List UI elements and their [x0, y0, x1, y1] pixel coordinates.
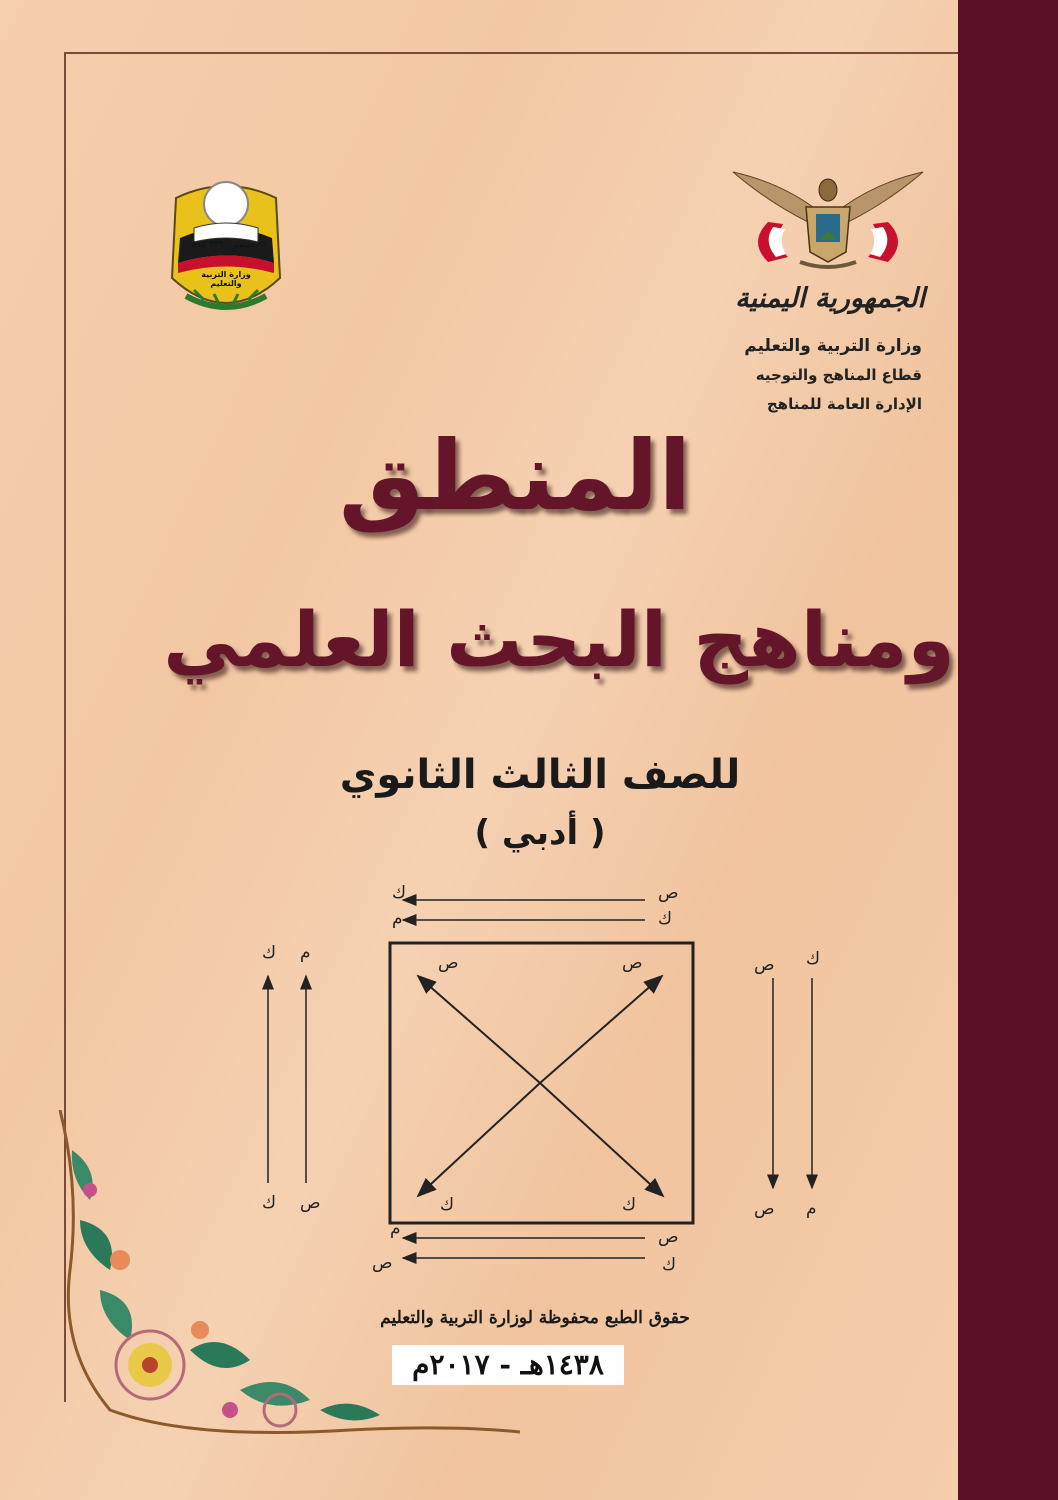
diagonal-arrow-2: [540, 976, 662, 1083]
floral-ornament-icon: [50, 1110, 530, 1450]
right-arrow-1-bottom: ص: [754, 1199, 775, 1219]
top-arrow-2-to: م: [392, 909, 403, 929]
bottom-arrow-2-from: ك: [662, 1255, 677, 1275]
book-title: المنطق: [338, 420, 692, 532]
ministry-logo-text: وزارة التربية والتعليم: [201, 270, 251, 288]
ministry-logo-date: ٢٦ سبتمبر: [232, 240, 267, 249]
book-subtitle: ومناهج البحث العلمي: [163, 595, 955, 684]
bottom-arrow-1-from: ص: [658, 1227, 679, 1247]
copyright-notice: حقوق الطبع محفوظة لوزارة التربية والتعليم: [380, 1308, 690, 1328]
corner-top-right: ص: [622, 953, 643, 973]
study-track: ( أدبي ): [474, 813, 606, 853]
left-arrow-1-top: ك: [262, 943, 277, 963]
left-arrow-2-bottom: ص: [300, 1193, 321, 1213]
cover-spine: [958, 0, 1058, 1500]
republic-name: الجمهورية اليمنية: [735, 283, 925, 314]
top-arrow-1-from: ص: [658, 883, 679, 903]
diagonal-arrow-1b: [540, 1083, 663, 1196]
diagonal-arrow-1: [418, 976, 540, 1083]
republic-emblem-icon: [728, 162, 928, 272]
right-arrow-2-top: ك: [806, 949, 821, 969]
ministry-logo-digits: ٢٣٩ ٨٤٥: [192, 240, 224, 250]
top-arrow-1-to: ك: [392, 883, 407, 903]
administration-name: الإدارة العامة للمناهج: [766, 395, 922, 413]
corner-top-left: ص: [438, 953, 459, 973]
right-arrow-1-top: ص: [754, 955, 775, 975]
left-arrow-2-top: م: [300, 943, 311, 963]
sector-name: قطاع المناهج والتوجيه: [755, 366, 922, 384]
corner-bottom-right: ك: [622, 1195, 637, 1215]
grade-level: للصف الثالث الثانوي: [339, 752, 741, 798]
edition-date: ١٤٣٨هـ - ٢٠١٧م: [392, 1345, 624, 1385]
ministry-name: وزارة التربية والتعليم: [744, 336, 922, 356]
bottom-arrow-2-to: ص: [372, 1253, 393, 1273]
corner-bottom-left: ك: [440, 1195, 455, 1215]
bottom-arrow-1-to: م: [390, 1219, 401, 1239]
right-arrow-2-bottom: م: [806, 1199, 817, 1219]
left-arrow-1-bottom: ك: [262, 1193, 277, 1213]
top-arrow-2-from: ك: [658, 909, 673, 929]
ministry-logo-icon: [164, 178, 288, 324]
